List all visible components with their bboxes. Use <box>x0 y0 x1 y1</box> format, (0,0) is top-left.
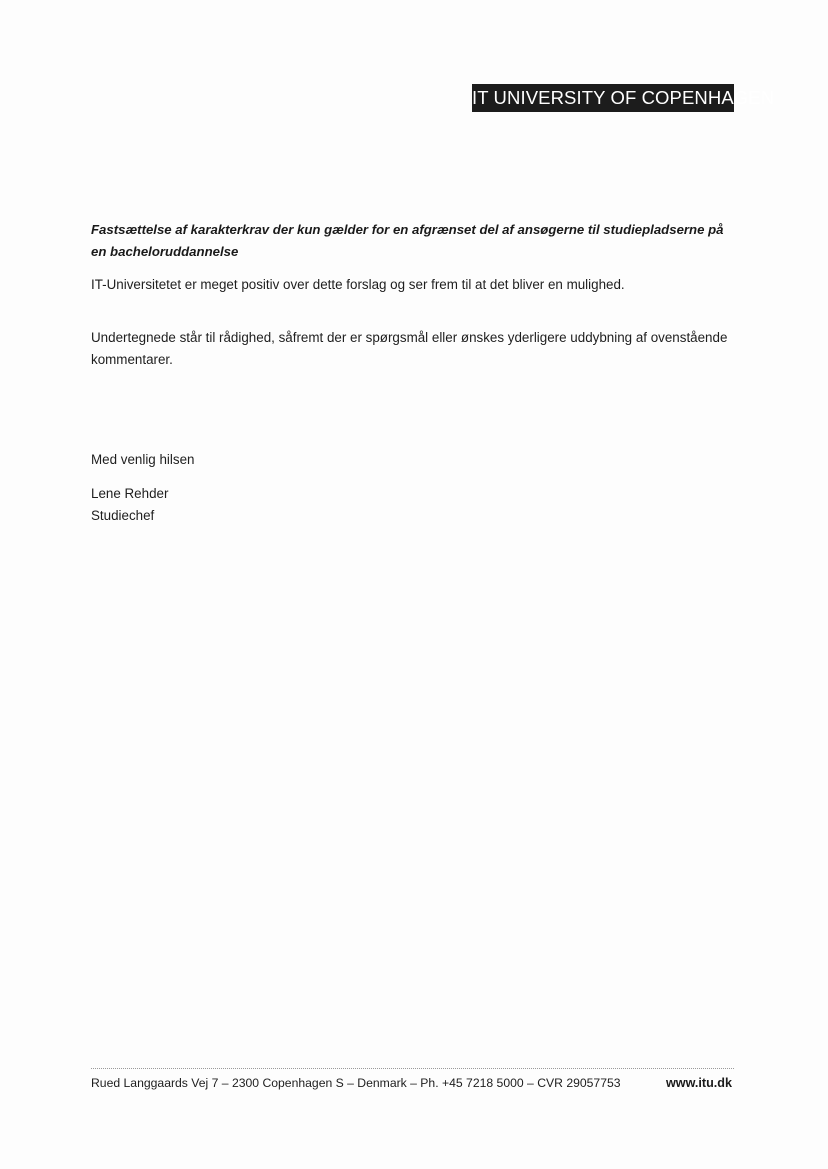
signatory-name: Lene Rehder <box>91 486 169 501</box>
paragraph-1: IT-Universitetet er meget positiv over dette forslag og ser frem til at det bliver en mulighed. <box>91 277 625 292</box>
university-logo: IT UNIVERSITY OF COPENHAGEN <box>472 84 734 112</box>
paragraph-2: Undertegnede står til rådighed, såfremt der er spørgsmål eller ønskes yderligere uddybning af ovenstående kommentarer. <box>91 330 728 367</box>
footer-website: www.itu.dk <box>665 1076 732 1090</box>
closing-greeting: Med venlig hilsen <box>91 452 195 467</box>
letter-heading: Fastsættelse af karakterkrav der kun gælder for en afgrænset del af ansøgerne til studiepladserne på en bacheloruddannelse <box>91 222 724 259</box>
footer-divider <box>91 1068 734 1069</box>
footer-address: Rued Langgaards Vej 7 – 2300 Copenhagen S – Denmark – Ph. +45 7218 5000 – CVR 29057753 <box>91 1076 621 1090</box>
signatory-title: Studiechef <box>91 508 155 523</box>
